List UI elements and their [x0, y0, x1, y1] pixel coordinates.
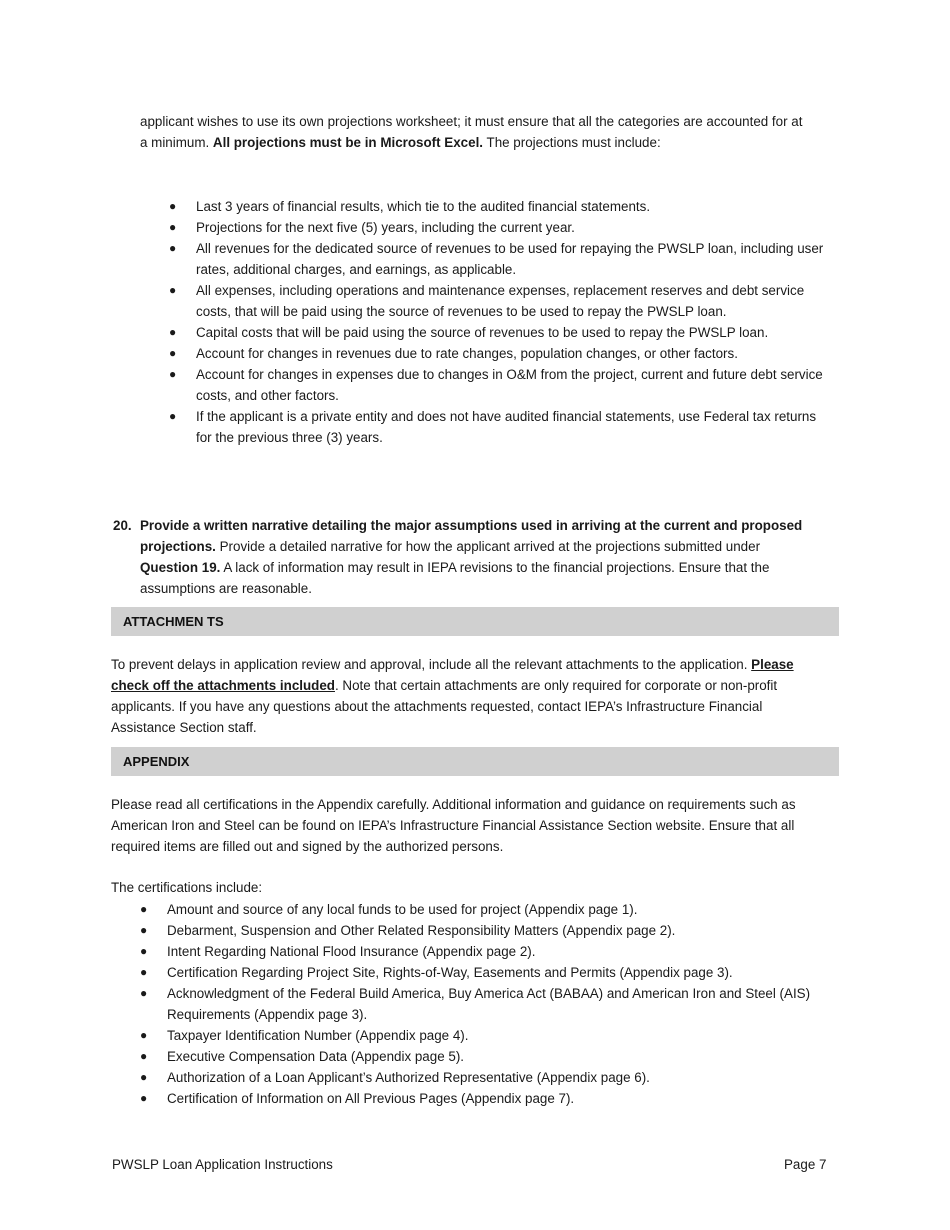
list-item-text: Certification Regarding Project Site, Rights-of-Way, Easements and Permits (Appendix page 3). [167, 965, 733, 980]
attachments-paragraph [111, 654, 829, 738]
list-item-text: Certification of Information on All Previous Pages (Appendix page 7). [167, 1091, 575, 1106]
intro-text: applicant wishes to use its own projections worksheet; it must ensure that all the categories are accounted for at a minimum. [140, 114, 803, 150]
list-item [169, 217, 826, 238]
list-item [169, 364, 826, 406]
question-19-reference: Question 19. [140, 560, 221, 575]
bullet-icon: ● [169, 220, 177, 234]
list-item-text: All revenues for the dedicated source of revenues to be used for repaying the PWSLP loan, including user rates, additional charges, and earnings, as applicable. [196, 241, 824, 277]
projection-list [169, 196, 826, 448]
list-item [169, 406, 826, 448]
list-item-text: Account for changes in expenses due to changes in O&M from the project, current and future debt service costs, and other factors. [196, 367, 823, 403]
list-item-text: Amount and source of any local funds to be used for project (Appendix page 1). [167, 902, 638, 917]
list-item [140, 899, 847, 920]
question-20-text-end: A lack of information may result in IEPA revisions to the financial projections. Ensure that the assumptions are reasonable. [140, 560, 770, 596]
appendix-paragraph: Please read all certifications in the Appendix carefully. Additional information and guidance on requirements such as American Iron and Steel can be found on IEPA’s Infrastructure Financial Assistance Section website. Ensure that all required items are filled out and signed by the authorized persons. [111, 797, 796, 854]
certifications-intro: The certifications include: [111, 880, 263, 895]
question-20-bold: Provide a written narrative detailing the major assumptions used in arriving at the current and proposed projections. [140, 518, 803, 554]
list-item-text: Last 3 years of financial results, which tie to the audited financial statements. [196, 199, 651, 214]
list-item-text: Executive Compensation Data (Appendix page 5). [167, 1049, 465, 1064]
list-item [140, 1088, 847, 1109]
intro-text-end: The projections must include: [483, 135, 661, 150]
bullet-icon: ● [169, 283, 177, 297]
bullet-icon: ● [140, 1049, 148, 1063]
intro-paragraph [140, 111, 810, 153]
list-item [140, 1025, 847, 1046]
list-item [140, 983, 847, 1025]
attachments-heading: ATTACHMEN TS [111, 607, 839, 636]
attachments-text: To prevent delays in application review and approval, include all the relevant attachments to the application. [111, 657, 752, 672]
bullet-icon: ● [140, 1070, 148, 1084]
attachments-checkoff-note: Please check off the attachments included [111, 657, 794, 693]
bullet-icon: ● [169, 367, 177, 381]
list-item-text: Account for changes in revenues due to rate changes, population changes, or other factors. [196, 346, 738, 361]
bullet-icon: ● [140, 902, 148, 916]
list-item [169, 343, 826, 364]
bullet-icon: ● [169, 346, 177, 360]
question-number: 20. [113, 518, 132, 533]
list-item [169, 238, 826, 280]
list-item [169, 322, 826, 343]
footer-title: PWSLP Loan Application Instructions [112, 1157, 333, 1172]
bullet-icon: ● [140, 1028, 148, 1042]
bullet-icon: ● [169, 409, 177, 423]
list-item-text: Taxpayer Identification Number (Appendix page 4). [167, 1028, 469, 1043]
list-item [140, 962, 847, 983]
list-item [140, 1067, 847, 1088]
list-item [169, 196, 826, 217]
list-item [140, 1046, 847, 1067]
list-item [140, 920, 847, 941]
list-item-text: All expenses, including operations and maintenance expenses, replacement reserves and debt service costs, that will be paid using the source of revenues to be used to repay the PWSLP loan. [196, 283, 805, 319]
list-item-text: Intent Regarding National Flood Insurance (Appendix page 2). [167, 944, 536, 959]
list-item-text: Acknowledgment of the Federal Build America, Buy America Act (BABAA) and American Iron and Steel (AIS) Requirements (Appendix page 3). [167, 986, 811, 1022]
list-item [140, 941, 847, 962]
bullet-icon: ● [140, 923, 148, 937]
bullet-icon: ● [169, 199, 177, 213]
bullet-icon: ● [140, 986, 148, 1000]
bullet-icon: ● [140, 965, 148, 979]
list-item-text: Projections for the next five (5) years, including the current year. [196, 220, 575, 235]
list-item-text: Authorization of a Loan Applicant’s Authorized Representative (Appendix page 6). [167, 1070, 650, 1085]
bullet-icon: ● [140, 944, 148, 958]
list-item-text: Debarment, Suspension and Other Related Responsibility Matters (Appendix page 2). [167, 923, 676, 938]
intro-bold-text: All projections must be in Microsoft Excel. [212, 135, 484, 150]
question-20-paragraph [140, 515, 816, 599]
appendix-heading: APPENDIX [111, 747, 839, 776]
bullet-icon: ● [169, 241, 177, 255]
attachments-text-end: . Note that certain attachments are only required for corporate or non-profit applicants. If you have any questions about the attachments requested, contact IEPA’s Infrastructure Financial Assistance Section staff. [111, 678, 778, 735]
bullet-icon: ● [140, 1091, 148, 1105]
question-20-text: Provide a detailed narrative for how the applicant arrived at the projections submitted under [215, 539, 761, 554]
list-item-text: Capital costs that will be paid using the source of revenues to be used to repay the PWSLP loan. [196, 325, 769, 340]
page-number: Page 7 [784, 1157, 827, 1172]
list-item [169, 280, 826, 322]
bullet-icon: ● [169, 325, 177, 339]
certifications-list [140, 899, 847, 1109]
list-item-text: If the applicant is a private entity and does not have audited financial statements, use Federal tax returns for the previous three (3) years. [196, 409, 817, 445]
